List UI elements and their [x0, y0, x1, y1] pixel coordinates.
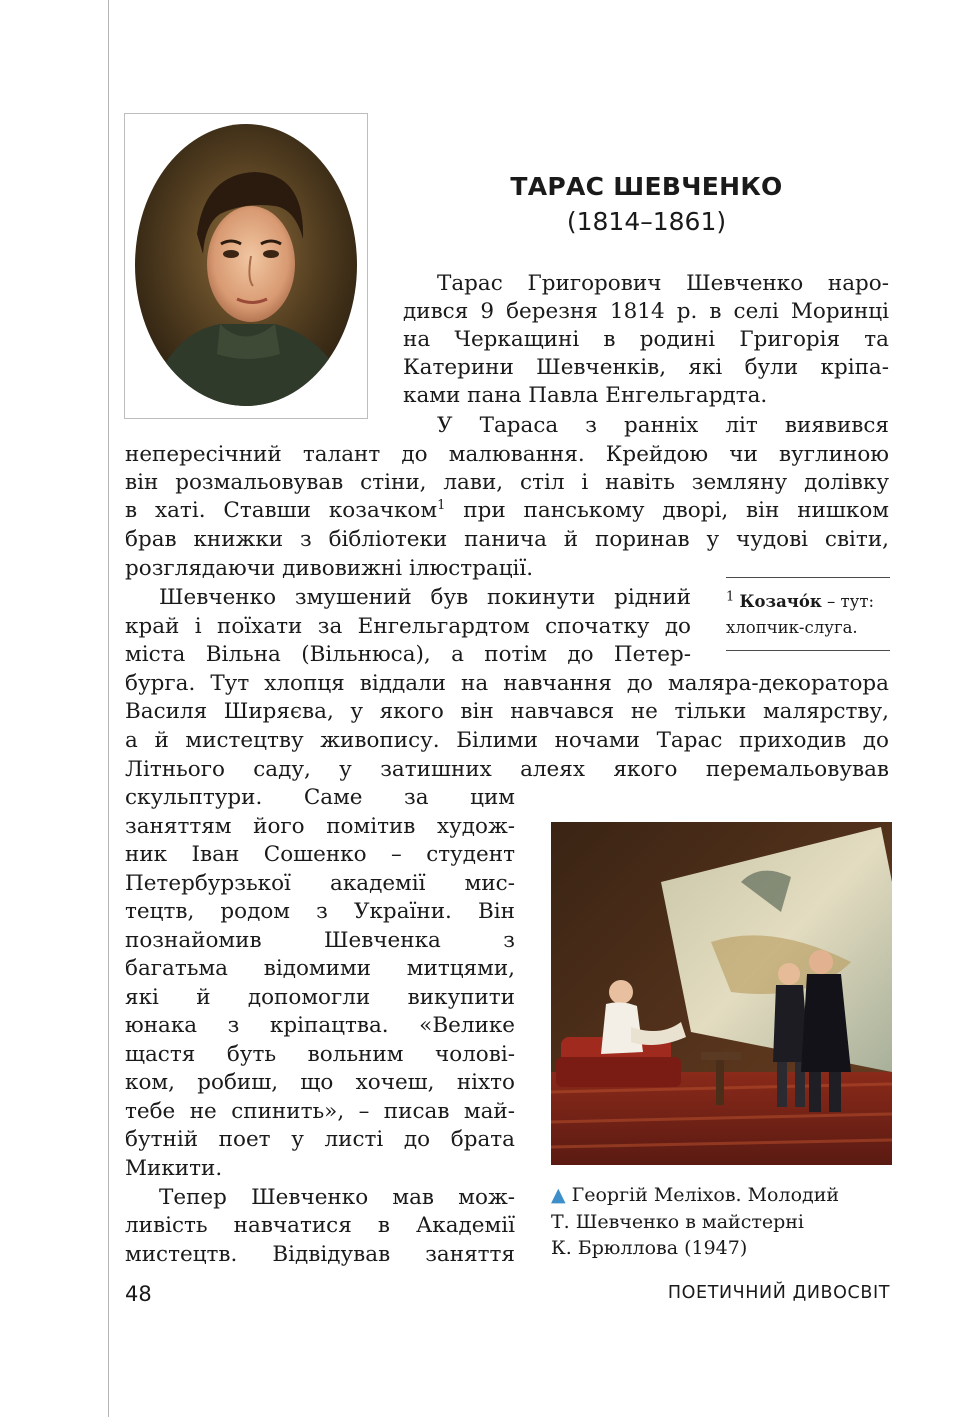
text-line: ник Іван Сошенко – студент [125, 842, 515, 867]
text-line: він розмальовував стіни, лави, стіл і навіть земляну долівку [125, 470, 889, 495]
text-line: мистецтв. Відвідував заняття [125, 1242, 515, 1267]
text-line: скульптури. Саме за цим [125, 785, 515, 810]
text-line: Шевченко змушений був покинути рідний [159, 585, 691, 610]
text-line: юнака з кріпацтва. «Велике [125, 1013, 515, 1038]
text-line: непересічний талант до малювання. Крейдою чи вуглиною [125, 442, 889, 467]
footnote-mark: 1 [726, 589, 735, 605]
text-line: Микити. [125, 1156, 223, 1181]
text-line: Літнього саду, у затишних алеях якого перемальовував [125, 757, 889, 782]
page-margin-rule [108, 0, 109, 1417]
footnote-rule-top [726, 577, 890, 578]
footnote-text: – тут: [821, 592, 875, 611]
text-line: Катерини Шевченків, які були кріпа- [403, 355, 889, 380]
triangle-marker-icon: ▲ [551, 1184, 566, 1206]
text-line: розглядаючи дивовижні ілюстрації. [125, 556, 534, 581]
text-line: дився 9 березня 1814 р. в селі Моринці [403, 299, 889, 324]
text-line: край і поїхати за Енгельгардтом спочатку до [125, 614, 691, 639]
text-line: а й мистецтву живопису. Білими ночами Тарас приходив до [125, 728, 889, 753]
text-line: бурга. Тут хлопця віддали на навчання до маляра-декоратора [125, 671, 889, 696]
text-line: бутній поет у листі до брата [125, 1127, 515, 1152]
text-line: Петербурзької академії мис- [125, 871, 515, 896]
painting-caption [551, 1182, 839, 1209]
painting-image [551, 822, 892, 1165]
caption-line: К. Брюллова (1947) [551, 1237, 748, 1259]
text-line: ками пана Павла Енгельгардта. [403, 383, 768, 408]
life-years: (1814–1861) [566, 207, 727, 236]
text-line: які й допомогли викупити [125, 985, 515, 1010]
text-line: міста Вільна (Вільнюса), а потім до Петер- [125, 642, 691, 667]
text-line: Василя Ширяєва, у якого він навчався не тільки малярству, [125, 699, 889, 724]
text-line: на Черкащині в родині Григорія та [403, 327, 889, 352]
text-line: У Тараса з ранніх літ виявився [437, 413, 889, 438]
shevchenko-portrait [124, 113, 368, 419]
text-segment: в хаті. Ставши козачком [125, 498, 438, 523]
text-line: ливість навчатися в Академії [125, 1213, 515, 1238]
running-title: ПОЕТИЧНИЙ ДИВОСВІТ [667, 1283, 890, 1303]
text-line: познайомив Шевченка з [125, 928, 515, 953]
article-title: ТАРАС ШЕВЧЕНКО [510, 172, 783, 201]
caption-line: Георгій Меліхов. Молодий [571, 1184, 840, 1206]
text-line: брав книжки з бібліотеки панича й поринав у чудові світи, [125, 527, 889, 552]
text-line [125, 497, 889, 525]
footnote-term: Козачо́к [739, 592, 822, 611]
page-number: 48 [125, 1282, 152, 1306]
text-line: тебе не спинить», – писав май- [125, 1099, 515, 1124]
text-segment: при панському дворі, він нишком [445, 498, 889, 523]
footnote-rule-bottom [726, 650, 890, 651]
text-line: ком, робиш, що хочеш, ніхто [125, 1070, 515, 1095]
text-line: Тарас Григорович Шевченко наро- [437, 271, 889, 296]
footnote [726, 589, 874, 615]
text-line: тецтв, родом з України. Він [125, 899, 515, 924]
text-line: Тепер Шевченко мав мож- [159, 1185, 515, 1210]
footnote-ref: 1 [437, 497, 446, 513]
footnote-text: хлопчик-слуга. [726, 618, 858, 637]
text-line: багатьма відомими митцями, [125, 956, 515, 981]
caption-line: Т. Шевченко в майстерні [551, 1211, 805, 1233]
text-line: щастя буть вольним чолові- [125, 1042, 515, 1067]
text-line: заняттям його помітив худож- [125, 814, 515, 839]
